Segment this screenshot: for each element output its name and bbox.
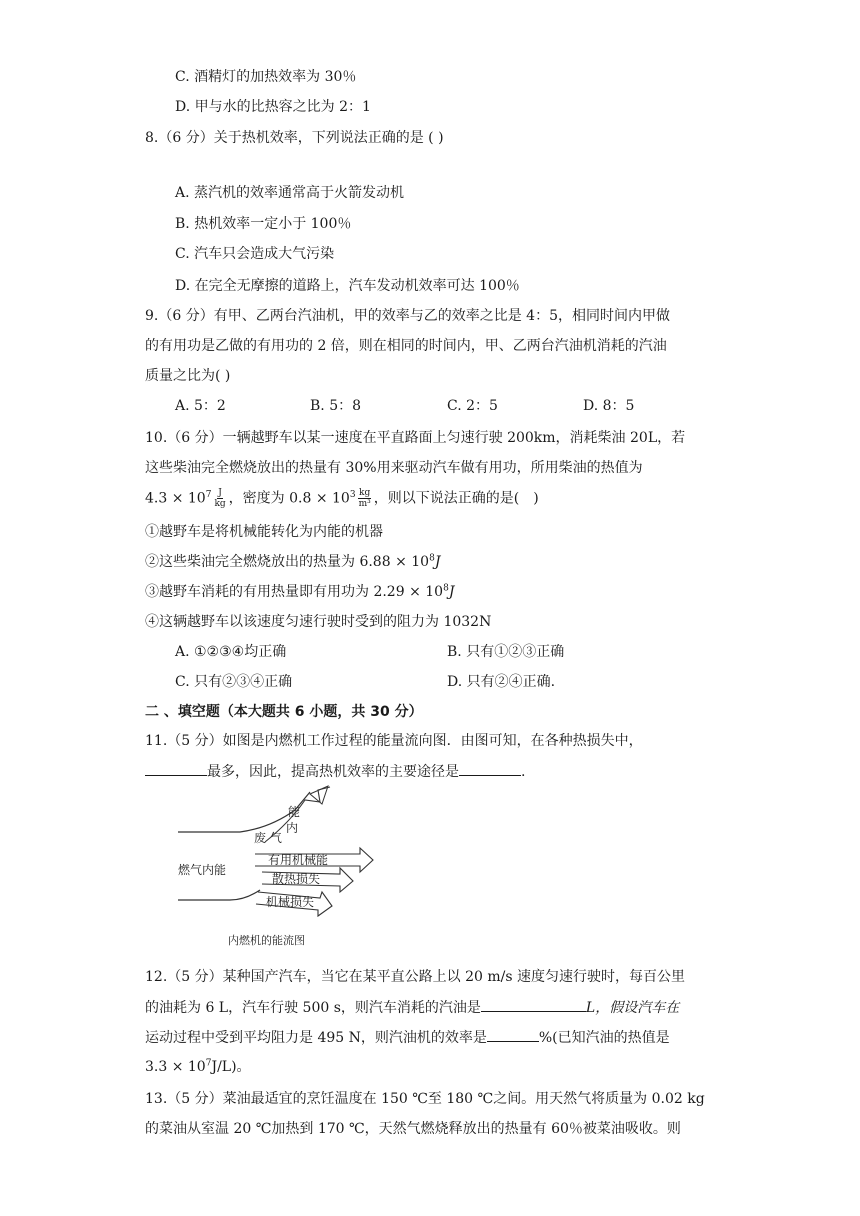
q12-stem-line3-b: %(已知汽油的热值是 (538, 1030, 670, 1046)
useful-energy-label: 有用机械能 (268, 853, 329, 867)
heat-loss-label: 散热损失 (272, 872, 321, 886)
q10-option-c[interactable]: C. 只有②③④正确 (175, 674, 293, 690)
statement-2-unit: J (434, 554, 441, 570)
q12-heat-value-base: 3.3 × 10 (145, 1059, 206, 1075)
figure-caption: 内燃机的能流图 (228, 934, 305, 947)
q13-stem-line1: 13.（5 分）菜油最适宜的烹饪温度在 150 ℃至 180 ℃之间。用天然气将质量为 0.02 kg (145, 1091, 705, 1107)
q9-option-d[interactable]: D. 8：5 (583, 398, 635, 414)
section-title-fill-in: 二 、填空题（本大题共 6 小题，共 30 分） (145, 704, 423, 720)
exhaust-label-3: 废 气 (254, 831, 282, 845)
q12-answer-blank-2[interactable] (487, 1027, 539, 1042)
q10-statement-2 (145, 552, 440, 572)
exhaust-label-2: 内 (286, 821, 299, 835)
q12-answer-blank-1[interactable] (481, 997, 586, 1012)
q10-stem-line2: 这些柴油完全燃烧放出的热量有 30%用来驱动汽车做有用功，所用柴油的热值为 (145, 460, 643, 476)
q12-stem-line2-b: L，假设汽车在 (585, 1000, 680, 1016)
q10-stem-line1: 10.（6 分）一辆越野车以某一速度在平直路面上匀速行驶 200km，消耗柴油 20L，若 (145, 430, 686, 446)
q7-option-d[interactable]: D. 甲与水的比热容之比为 2：1 (175, 99, 371, 115)
q12-heat-value-exponent: 7 (205, 1058, 212, 1069)
q12-stem-line4 (145, 1057, 251, 1077)
q12-stem-line3-a: 运动过程中受到平均阻力是 495 N，则汽油机的效率是 (145, 1030, 487, 1046)
density-unit (358, 488, 372, 509)
heat-unit-numerator: J (218, 488, 222, 498)
density-exponent: 3 (349, 489, 356, 500)
energy-flow-diagram (170, 782, 385, 952)
q10-option-d[interactable]: D. 只有②④正确. (447, 674, 556, 690)
q10-option-b[interactable]: B. 只有①②③正确 (447, 644, 565, 660)
q10-option-a[interactable]: A. ①②③④均正确 (175, 644, 287, 660)
energy-flow-figure (170, 782, 385, 952)
statement-2-exponent: 8 (429, 553, 435, 564)
q9-option-b[interactable]: B. 5：8 (310, 398, 362, 414)
q8-option-a[interactable]: A. 蒸汽机的效率通常高于火箭发动机 (175, 185, 405, 201)
heat-value-unit (213, 488, 226, 509)
density-unit-numerator: kg (359, 488, 371, 498)
q11-answer-blank-1[interactable] (145, 761, 207, 776)
q8-option-b[interactable]: B. 热机效率一定小于 100％ (175, 216, 352, 232)
q9-option-c[interactable]: C. 2：5 (447, 398, 498, 414)
heat-unit-denominator: kg (214, 499, 226, 509)
statement-3-unit: J (448, 584, 455, 600)
q13-stem-line2: 的菜油从室温 20 ℃加热到 170 ℃，天然气燃烧释放出的热量有 60％被菜油吸收。则 (145, 1121, 681, 1137)
heat-value-exponent: 7 (205, 489, 212, 500)
q9-option-a[interactable]: A. 5：2 (175, 398, 226, 414)
q8-stem: 8.（6 分）关于热机效率，下列说法正确的是 ( ) (145, 130, 444, 146)
density-unit-denominator: m³ (358, 499, 371, 509)
q10-statement-3 (145, 582, 454, 602)
exhaust-label-1: 能 (288, 805, 301, 819)
density-label: ，密度为 0.8 × 10 (228, 490, 350, 507)
q12-stem-line3 (145, 1027, 670, 1048)
q11-stem-line2 (145, 761, 525, 782)
q12-stem-line2 (145, 997, 679, 1018)
q12-stem-line4-tail: J/L)。 (211, 1059, 251, 1075)
q11-answer-blank-2[interactable] (459, 761, 521, 776)
q10-stem-line3-tail: ，则以下说法正确的是( ) (373, 490, 539, 507)
q9-stem-line1: 9.（6 分）有甲、乙两台汽油机，甲的效率与乙的效率之比是 4：5，相同时间内甲做 (145, 308, 670, 324)
statement-3-exponent: 8 (443, 583, 449, 594)
q7-option-c[interactable]: C. 酒精灯的加热效率为 30％ (175, 69, 357, 85)
mechanical-loss-label: 机械损失 (266, 895, 315, 909)
q11-stem-line1: 11.（5 分）如图是内燃机工作过程的能量流向图．由图可知，在各种热损失中， (145, 733, 643, 749)
q10-statement-4: ④这辆越野车以该速度匀速行驶时受到的阻力为 1032N (145, 614, 492, 630)
q11-stem-line2-mid: 最多，因此，提高热机效率的主要途径是 (207, 764, 459, 780)
q9-stem-line3: 质量之比为( ) (145, 368, 231, 384)
source-energy-label: 燃气内能 (178, 863, 227, 877)
q11-stem-line2-end: . (521, 764, 526, 780)
q8-option-c[interactable]: C. 汽车只会造成大气污染 (175, 246, 335, 262)
q12-stem-line1: 12.（5 分）某种国产汽车，当它在某平直公路上以 20 m/s 速度匀速行驶时，每百公里 (145, 969, 685, 985)
q12-stem-line2-a: 的油耗为 6 L，汽车行驶 500 s，则汽车消耗的汽油是 (145, 1000, 481, 1016)
statement-2-text: ②这些柴油完全燃烧放出的热量为 6.88 × 10 (145, 554, 430, 570)
q8-option-d[interactable]: D. 在完全无摩擦的道路上，汽车发动机效率可达 100％ (175, 278, 520, 294)
q10-stem-line3 (145, 488, 539, 509)
statement-3-text: ③越野车消耗的有用热量即有用功为 2.29 × 10 (145, 584, 444, 600)
q9-stem-line2: 的有用功是乙做的有用功的 2 倍，则在相同的时间内，甲、乙两台汽油机消耗的汽油 (145, 338, 667, 354)
heat-value-base: 4.3 × 10 (145, 490, 206, 507)
q10-statement-1: ①越野车是将机械能转化为内能的机器 (145, 524, 383, 540)
